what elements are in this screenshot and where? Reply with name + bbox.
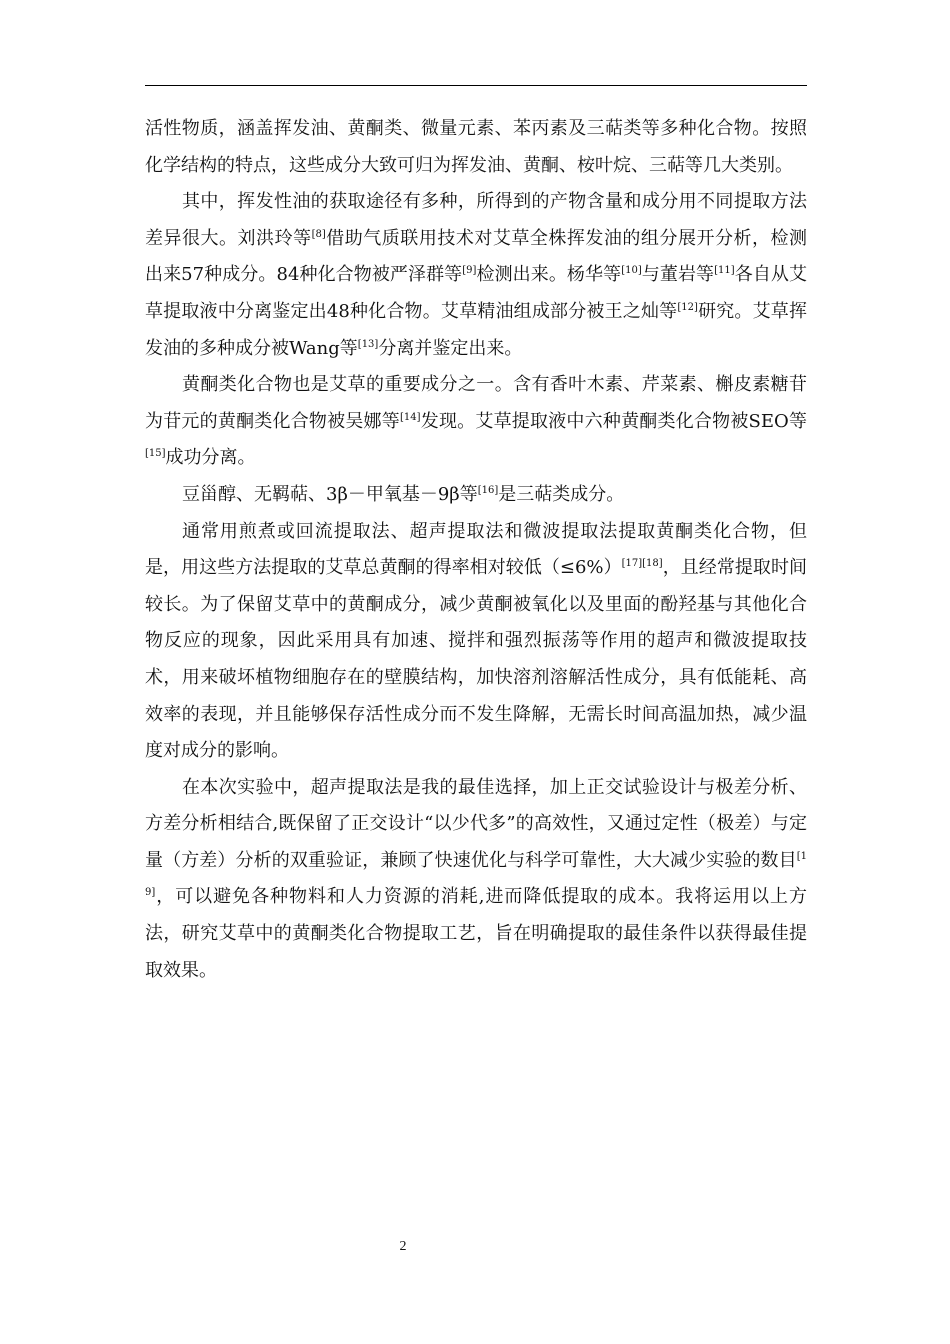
citation-marker: [9] [462, 265, 477, 277]
paragraph [145, 770, 807, 990]
paragraph [145, 514, 807, 770]
body-text [145, 111, 807, 989]
paragraph-text: 成功分离。 [165, 447, 256, 469]
citation-marker: [15] [145, 448, 166, 460]
paragraph-text: 分离并鉴定出来。 [378, 337, 523, 359]
paragraph-text: 发现。艾草提取液中六种黄酮类化合物被SEO等 [420, 410, 807, 432]
paragraph-text: 研究。艾草挥发油的多种成分被Wang等 [145, 300, 807, 359]
citation-marker: [19] [145, 850, 807, 899]
paragraph-text: 通常用煎煮或回流提取法、超声提取法和微波提取法提取黄酮类化合物，但是，用这些方法提取的艾草总黄酮的得率相对较低（≤6%） [145, 520, 807, 579]
citation-marker: [17][18] [621, 558, 663, 570]
citation-marker: [11] [714, 265, 735, 277]
header-rule [145, 85, 807, 86]
citation-marker: [13] [357, 338, 379, 350]
paragraph-text: 借助气质联用技术对艾草全株挥发油的组分展开分析，检测出来57种成分。84种化合物被严泽群等 [145, 227, 808, 286]
paragraph-text: 检测出来。杨华等 [476, 264, 622, 286]
paragraph-text: 是三萜类成分。 [498, 483, 625, 505]
citation-marker: [16] [477, 484, 499, 496]
paragraph-text: 在本次实验中，超声提取法是我的最佳选择，加上正交试验设计与极差分析、方差分析相结合,既保留了正交设计“以少代多”的高效性，又通过定性（极差）与定量（方差）分析的双重验证，兼顾了快速优化与科学可靠性，大大减少实验的数目 [145, 776, 807, 871]
paragraph-text: 其中，挥发性油的获取途径有多种，所得到的产物含量和成分用不同提取方法差异很大。刘洪玲等 [145, 191, 807, 249]
citation-marker: [10] [621, 265, 642, 277]
page-number: 2 [399, 1239, 407, 1254]
citation-marker: [14] [399, 411, 421, 423]
paragraph-text: 黄酮类化合物也是艾草的重要成分之一。含有香叶木素、芹菜素、槲皮素糖苷为苷元的黄酮类化合物被吴娜等 [145, 374, 807, 432]
paragraph [145, 367, 807, 477]
paragraph-text: ，且经常提取时间较长。为了保留艾草中的黄酮成分，减少黄酮被氧化以及里面的酚羟基与其他化合物反应的现象，因此采用具有加速、搅拌和强烈振荡等作用的超声和微波提取技术，用来破坏植物细胞存在的壁膜结构，加快溶剂溶解活性成分，具有低能耗、高效率的表现，并且能够保存活性成分而不发生降解，无需长时间高温加热，减少温度对成分的影响。 [145, 557, 808, 762]
paragraph [145, 184, 807, 367]
paragraph-text: 活性物质，涵盖挥发油、黄酮类、微量元素、苯丙素及三萜类等多种化合物。按照化学结构的特点，这些成分大致可归为挥发油、黄酮、桉叶烷、三萜等几大类别。 [145, 118, 807, 176]
citation-marker: [12] [677, 301, 698, 313]
paragraph-text: ，可以避免各种物料和人力资源的消耗,进而降低提取的成本。我将运用以上方法，研究艾草中的黄酮类化合物提取工艺，旨在明确提取的最佳条件以获得最佳提取效果。 [145, 886, 807, 981]
paragraph [145, 111, 807, 184]
paragraph-text: 豆甾醇、无羁萜、3β－甲氧基－9β等 [182, 483, 478, 505]
paragraph-text: 与董岩等 [641, 264, 715, 286]
citation-marker: [8] [311, 228, 326, 240]
paragraph [145, 477, 807, 514]
paragraph-text: 各自从艾草提取液中分离鉴定出48种化合物。艾草精油组成部分被王之灿等 [145, 264, 808, 322]
